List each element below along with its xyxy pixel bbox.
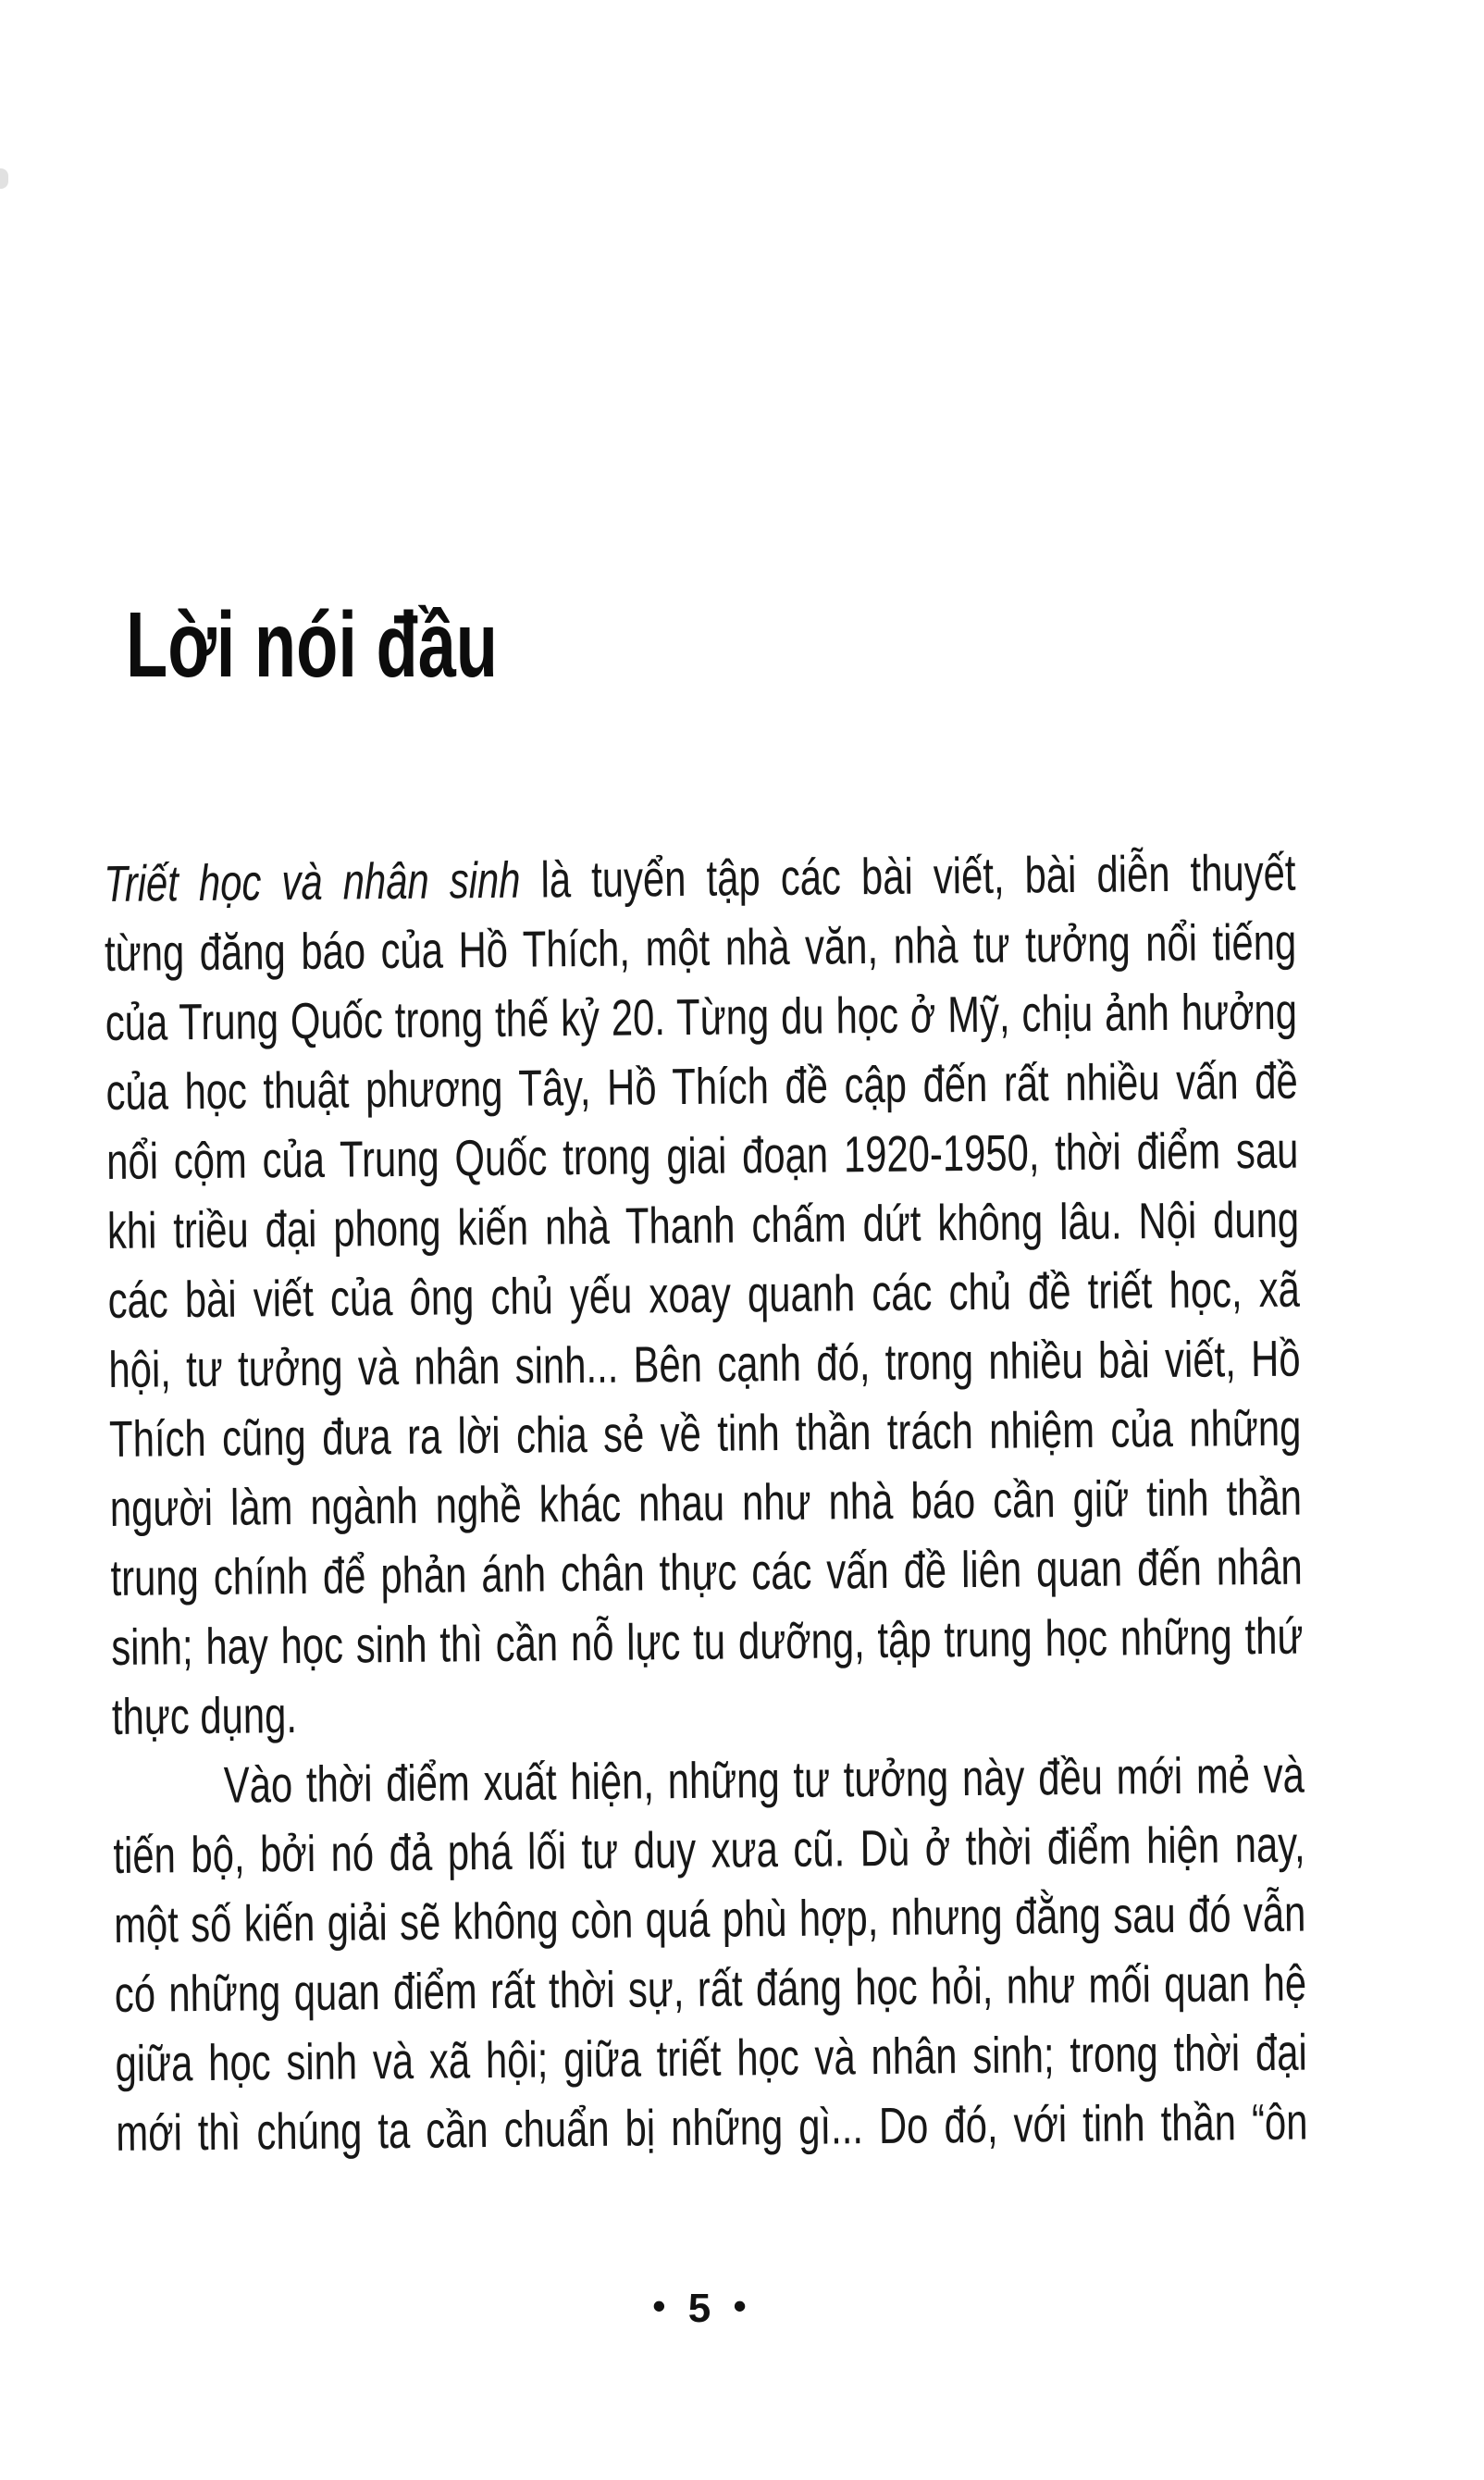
text-line: mới thì chúng ta cần chuẩn bị những gì... Do đó, với tinh thần “ôn <box>116 2092 1308 2162</box>
paragraph-1 <box>104 838 1304 1752</box>
page-number-value: 5 <box>687 2286 711 2331</box>
page-number-left-dot: • <box>652 2284 666 2327</box>
paragraph-2 <box>112 1741 1307 2168</box>
text-line: sinh; hay học sinh thì cần nỗ lực tu dưỡng, tập trung học những thứ <box>110 1606 1304 1676</box>
book-title-italic: Triết học và nhân sinh <box>104 850 521 912</box>
text-line: khi triều đại phong kiến nhà Thanh chấm dứt không lâu. Nội dung <box>106 1190 1300 1259</box>
text-line: có những quan điểm rất thời sự, rất đáng học hỏi, như mối quan hệ <box>114 1953 1307 2023</box>
scan-smudge <box>0 168 8 189</box>
page-title: Lời nói đầu <box>126 593 499 697</box>
text-line: từng đăng báo của Hồ Thích, một nhà văn, nhà tư tưởng nổi tiếng <box>104 912 1297 982</box>
para1-first-line-rest: là tuyển tập các bài viết, bài diễn thuyết <box>540 843 1296 909</box>
para2-first-line: Vào thời điểm xuất hiện, những tư tưởng này đều mới mẻ và <box>223 1745 1305 1814</box>
para2-middle-lines <box>113 1810 1308 2168</box>
text-line: giữa học sinh và xã hội; giữa triết học và nhân sinh; trong thời đại <box>115 2023 1308 2092</box>
text-line: các bài viết của ông chủ yếu xoay quanh các chủ đề triết học, xã <box>107 1259 1301 1329</box>
text-line: của Trung Quốc trong thế kỷ 20. Từng du học ở Mỹ, chịu ảnh hưởng <box>105 982 1298 1051</box>
text-line: tiến bộ, bởi nó đả phá lối tư duy xưa cũ. Dù ở thời điểm hiện nay, <box>113 1815 1305 1884</box>
para1-middle-lines <box>105 908 1304 1682</box>
para1-first-line <box>104 838 1296 919</box>
page-number-right-dot: • <box>733 2284 747 2327</box>
body-text <box>104 838 1308 2168</box>
text-line: của học thuật phương Tây, Hồ Thích đề cập đến rất nhiều vấn đề <box>105 1051 1298 1121</box>
text-line: một số kiến giải sẽ không còn quá phù hợp, nhưng đằng sau đó vẫn <box>113 1884 1306 1953</box>
page-number <box>104 2278 1295 2349</box>
text-line: người làm ngành nghề khác nhau như nhà báo cần giữ tinh thần <box>109 1468 1303 1537</box>
text-line: trung chính để phản ánh chân thực các vấn đề liên quan đến nhân <box>110 1537 1303 1606</box>
text-line: hội, tư tưởng và nhân sinh... Bên cạnh đó, trong nhiều bài viết, Hồ <box>108 1329 1301 1398</box>
text-line: nổi cộm của Trung Quốc trong giai đoạn 1920-1950, thời điểm sau <box>105 1121 1299 1190</box>
para1-last-line: thực dụng. <box>111 1686 298 1745</box>
text-line: Thích cũng đưa ra lời chia sẻ về tinh thần trách nhiệm của những <box>108 1398 1302 1468</box>
